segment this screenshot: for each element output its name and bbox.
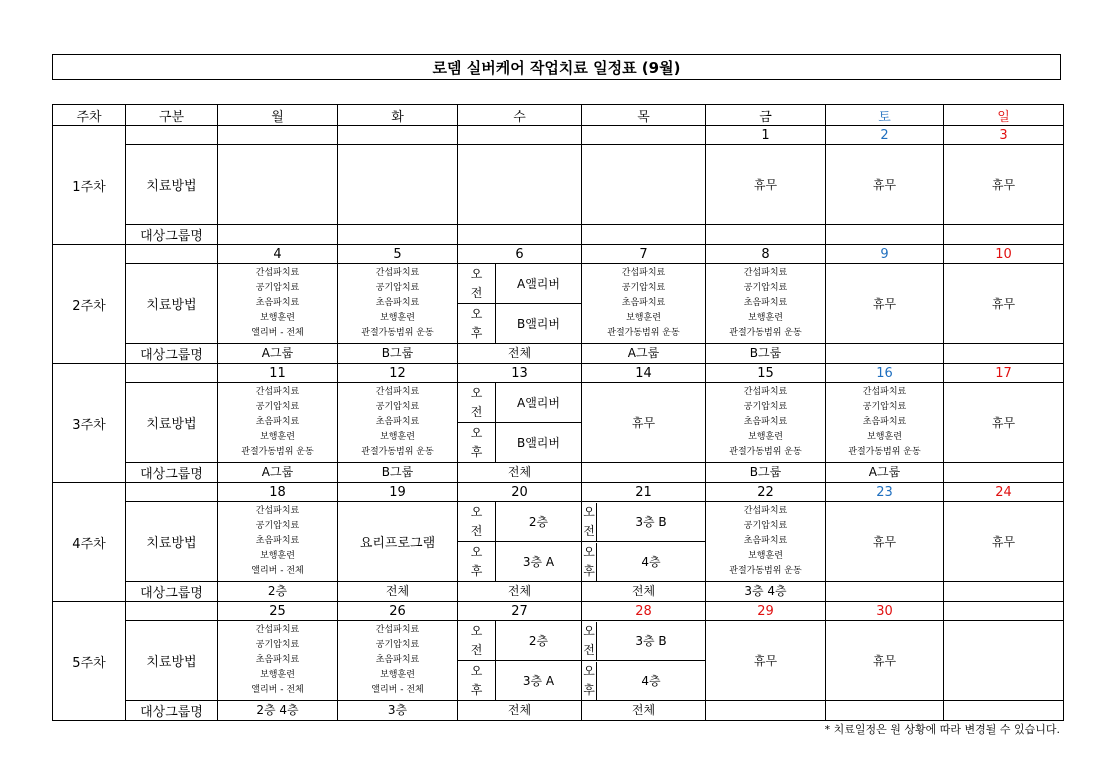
week5-method-am-row: 치료방법 간섭파치료 공기압치료 초음파치료 보행훈련 앨리버 - 전체 간섭파치료 공기압치료 초음파치료 보행훈련 앨리버 - 전체 오 전 2층 오 전 3층 B 휴무 휴무 [53,621,1064,661]
week1-method-row [53,145,1064,225]
header-week: 주차 [53,105,126,126]
header-fri: 금 [706,105,826,126]
week4-group-row: 대상그룹명 2층 전체 전체 전체 3층 4층 [53,582,1064,602]
rest-text: 휴무 [706,145,826,225]
week5-group-row: 대상그룹명 2층 4층 3층 전체 전체 [53,701,1064,721]
footnote: * 치료일정은 원 상황에 따라 변경될 수 있습니다. [824,723,1060,736]
week4-label: 4주차 [53,483,126,602]
week3-date-row: 3주차 11 12 13 14 15 16 17 [53,364,1064,383]
week2-group-row: 대상그룹명 A그룹 B그룹 전체 A그룹 B그룹 [53,344,1064,364]
date-1: 1 [706,126,826,145]
week3-method-am-row: 치료방법 간섭파치료 공기압치료 초음파치료 보행훈련 관절가동범위 운동 간섭파치료 공기압치료 초음파치료 보행훈련 관절가동범위 운동 오 전 A앨리버 휴무 간섭파치료 공기압치료 초음파치료 보행훈련 관절가동범위 운동 간섭파치료 공기압치료 초음파치료 보행훈련 관절가동범위 운동 휴무 [53,383,1064,423]
header-thu: 목 [582,105,706,126]
header-row [53,105,1064,126]
week3-label: 3주차 [53,364,126,483]
week3-method-pm-row: 오 후 B앨리버 [53,423,1064,463]
method-label: 치료방법 [126,264,218,344]
week1-label: 1주차 [53,126,126,245]
method-label: 치료방법 [126,145,218,225]
week5-label: 5주차 [53,602,126,721]
week4-date-row: 4주차 18 19 20 21 22 23 24 [53,483,1064,502]
tue-therapy-list: 간섭파치료 공기압치료 초음파치료 보행훈련 관절가동범위 운동 [338,264,458,344]
header-wed: 수 [458,105,582,126]
week2-label: 2주차 [53,245,126,364]
thu-therapy-list: 간섭파치료 공기압치료 초음파치료 보행훈련 관절가동범위 운동 [582,264,706,344]
mon-therapy-list: 간섭파치료 공기압치료 초음파치료 보행훈련 앨리버 - 전체 [218,264,338,344]
rest-text: 휴무 [944,145,1064,225]
session-ellie-b: B앨리버 [496,304,582,344]
rest-text: 휴무 [826,145,944,225]
week1-date-row [53,126,1064,145]
date-3: 3 [944,126,1064,145]
group-label: 대상그룹명 [126,225,218,245]
cooking-program: 요리프로그램 [338,502,458,582]
week1-group-row [53,225,1064,245]
am-label: 오 전 [458,264,496,304]
session-ellie-a: A앨리버 [496,264,582,304]
week3-group-row: 대상그룹명 A그룹 B그룹 전체 B그룹 A그룹 [53,463,1064,483]
week2-date-row: 2주차 4 5 6 7 8 9 10 [53,245,1064,264]
fri-therapy-list: 간섭파치료 공기압치료 초음파치료 보행훈련 관절가동범위 운동 [706,264,826,344]
date-2: 2 [826,126,944,145]
header-category: 구분 [126,105,218,126]
week5-date-row: 5주차 25 26 27 28 29 30 [53,602,1064,621]
pm-label: 오 후 [458,304,496,344]
week4-method-am-row: 치료방법 간섭파치료 공기압치료 초음파치료 보행훈련 앨리버 - 전체 요리프로그램 오 전 2층 오 전 3층 B 간섭파치료 공기압치료 초음파치료 보행훈련 관절가동범위 운동 휴무 휴무 [53,502,1064,542]
header-sun: 일 [944,105,1064,126]
header-sat: 토 [826,105,944,126]
header-tue: 화 [338,105,458,126]
week5-method-pm-row: 오 후 3층 A 오 후 4층 [53,661,1064,701]
page-title: 로뎀 실버케어 작업치료 일정표 (9월) [52,54,1061,80]
week2-method-am-row: 치료방법 간섭파치료 공기압치료 초음파치료 보행훈련 앨리버 - 전체 간섭파치료 공기압치료 초음파치료 보행훈련 관절가동범위 운동 오 전 A앨리버 간섭파치료 공기압치료 초음파치료 보행훈련 관절가동범위 운동 간섭파치료 공기압치료 초음파치료 보행훈련 관절가동범위 운동 휴무 휴무 [53,264,1064,304]
schedule-table [52,104,1064,721]
header-mon: 월 [218,105,338,126]
week4-method-pm-row: 오 후 3층 A 오 후 4층 [53,542,1064,582]
